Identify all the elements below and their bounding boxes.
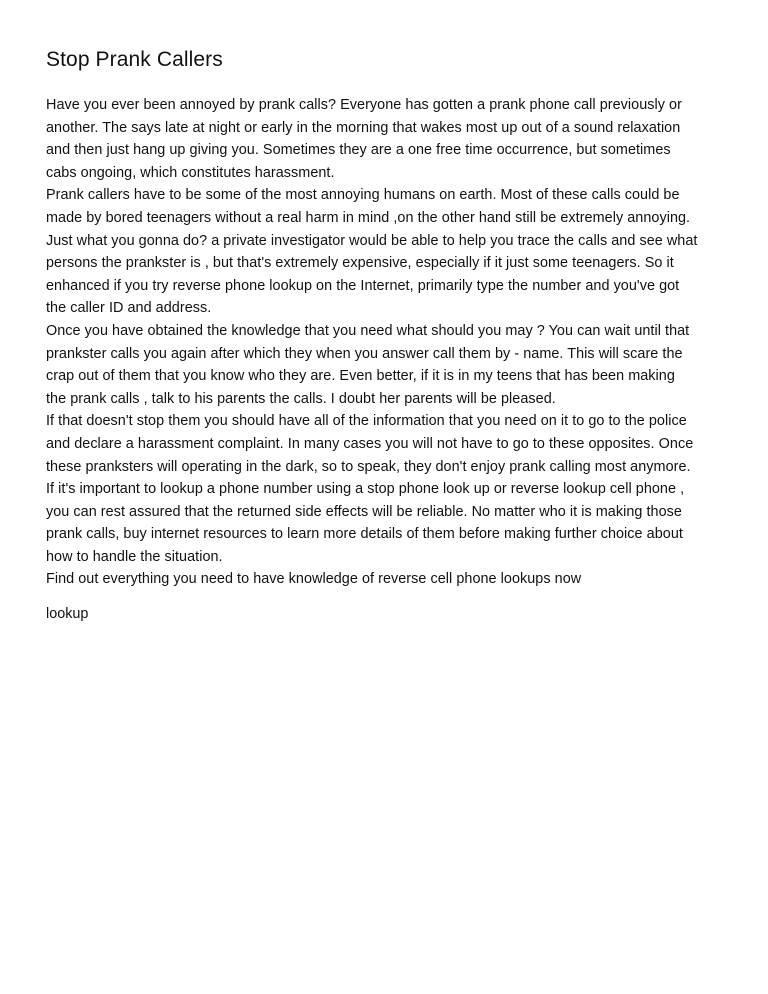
text-line: If it's important to lookup a phone number using a stop phone look up or reverse lookup cell phone , (46, 481, 685, 498)
paragraph-5 (46, 478, 736, 568)
page-title: Stop Prank Callers (46, 48, 223, 71)
article-body (46, 94, 736, 591)
document-page (46, 46, 736, 625)
text-line: If that doesn't stop them you should have all of the information that you need on it to go to the police (46, 413, 687, 430)
text-line: another. The says late at night or early in the morning that wakes most up out of a sound relaxation (46, 119, 681, 136)
paragraph-4 (46, 410, 736, 478)
text-line: Find out everything you need to have knowledge of reverse cell phone lookups now (46, 571, 582, 588)
paragraph-3 (46, 320, 736, 410)
text-line: crap out of them that you know who they are. Even better, if it is in my teens that has been making (46, 368, 675, 385)
text-line: Just what you gonna do? a private investigator would be able to help you trace the calls and see what (46, 232, 698, 249)
text-line: you can rest assured that the returned side effects will be reliable. No matter who it is making those (46, 503, 682, 520)
text-line: and then just hang up giving you. Sometimes they are a one free time occurrence, but sometimes (46, 142, 671, 159)
text-line: and declare a harassment complaint. In many cases you will not have to go to these opposites. Once (46, 435, 694, 452)
text-line: prankster calls you again after which they when you answer call them by - name. This will scare the (46, 345, 683, 362)
text-line: how to handle the situation. (46, 548, 223, 565)
text-line: Prank callers have to be some of the most annoying humans on earth. Most of these calls could be (46, 187, 680, 204)
text-line: these pranksters will operating in the dark, so to speak, they don't enjoy prank calling most anymore. (46, 458, 691, 475)
text-line: Once you have obtained the knowledge that you need what should you may ? You can wait until that (46, 322, 690, 339)
paragraph-1 (46, 94, 736, 184)
paragraph-2 (46, 184, 736, 320)
paragraph-6 (46, 568, 736, 591)
text-line: the prank calls , talk to his parents the calls. I doubt her parents will be pleased. (46, 390, 556, 407)
text-line: cabs ongoing, which constitutes harassment. (46, 164, 335, 181)
text-line: made by bored teenagers without a real harm in mind ,on the other hand still be extremely annoying. (46, 209, 691, 226)
text-line: Have you ever been annoyed by prank calls? Everyone has gotten a prank phone call previously or (46, 97, 682, 113)
text-line: prank calls, buy internet resources to learn more details of them before making further choice about (46, 526, 683, 543)
footer-keyword: lookup (46, 606, 89, 623)
text-line: persons the prankster is , but that's extremely expensive, especially if it just some teenagers. So it (46, 255, 674, 272)
text-line: the caller ID and address. (46, 300, 212, 317)
text-line: enhanced if you try reverse phone lookup on the Internet, primarily type the number and you've got (46, 277, 680, 294)
